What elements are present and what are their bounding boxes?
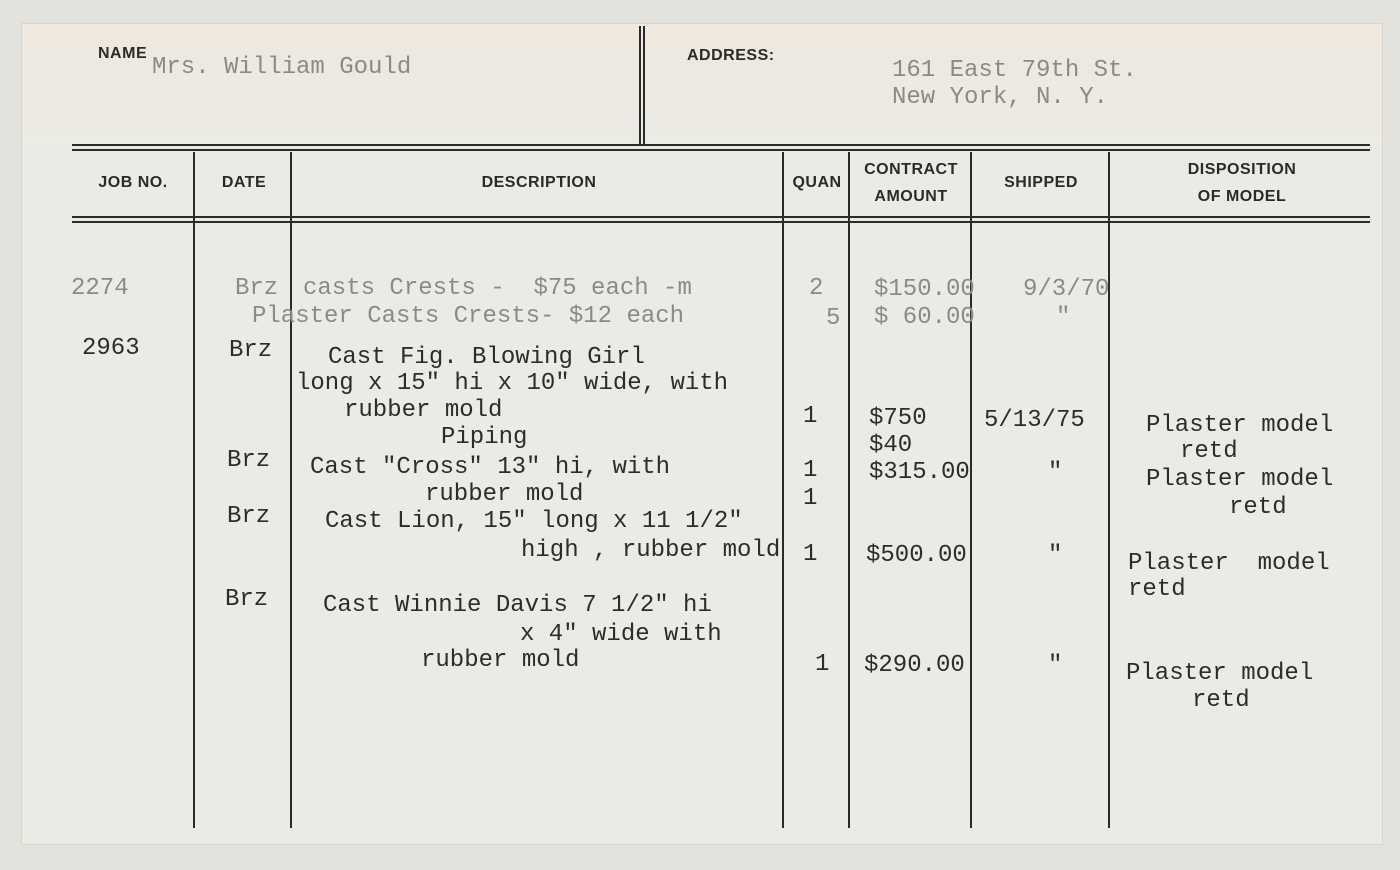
- desc-2963-1b: long x 15" hi x 10" wide, with: [296, 370, 729, 397]
- desc-2963-4b: x 4" wide with: [520, 621, 722, 648]
- header-rule-1: [72, 144, 1370, 146]
- col-line-date: [290, 152, 292, 828]
- quan-2274-2: 5: [826, 305, 841, 332]
- col-line-job: [193, 152, 195, 828]
- disp-2963-1a: Plaster model: [1146, 412, 1334, 439]
- col-line-shipped: [1108, 152, 1110, 828]
- amount-2963-1a: $750: [869, 405, 927, 432]
- address-label: ADDRESS:: [687, 47, 775, 64]
- disp-2963-2b: retd: [1229, 494, 1287, 521]
- quan-2963-1: 1: [803, 403, 818, 430]
- desc-2963-4a: Cast Winnie Davis 7 1/2" hi: [323, 592, 712, 619]
- amount-2963-3: $500.00: [866, 542, 967, 569]
- header-divider-2: [643, 26, 645, 145]
- column-rule-2: [72, 221, 1370, 223]
- col-head-contract: CONTRACT: [864, 161, 958, 178]
- desc-2963-2b: rubber mold: [425, 481, 584, 508]
- name-value: Mrs. William Gould: [152, 54, 412, 81]
- date-2963-2: Brz: [227, 447, 271, 474]
- date-2274-1: Brz: [235, 275, 279, 302]
- desc-2274-2: Plaster Casts Crests- $12 each: [252, 303, 685, 330]
- header-divider-1: [639, 26, 641, 145]
- col-line-contract: [970, 152, 972, 828]
- quan-2963-3: 1: [803, 541, 818, 568]
- job-no-2274: 2274: [71, 275, 129, 302]
- amount-2274-2: $ 60.00: [874, 304, 975, 331]
- shipped-2963-4: ": [1048, 652, 1063, 679]
- column-rule-1: [72, 216, 1370, 218]
- shipped-2963-2: ": [1048, 459, 1063, 486]
- col-head-disposition: DISPOSITION: [1187, 161, 1297, 178]
- desc-2963-3a: Cast Lion, 15" long x 11 1/2": [325, 508, 743, 535]
- col-head-date: DATE: [221, 174, 267, 191]
- address-line-1: 161 East 79th St.: [892, 57, 1137, 84]
- quan-2963-2b: 1: [803, 485, 818, 512]
- col-line-quan: [848, 152, 850, 828]
- desc-2963-1a: Cast Fig. Blowing Girl: [328, 344, 645, 371]
- disp-2963-4b: retd: [1192, 687, 1250, 714]
- col-head-shipped: SHIPPED: [1004, 174, 1078, 191]
- desc-2963-2a: Cast "Cross" 13" hi, with: [310, 454, 671, 481]
- amount-2963-1b: $40: [869, 432, 913, 459]
- col-head-description: DESCRIPTION: [481, 174, 597, 191]
- disp-2963-1b: retd: [1180, 438, 1238, 465]
- date-2963-1: Brz: [229, 337, 273, 364]
- desc-2963-4c: rubber mold: [421, 647, 580, 674]
- header-rule-2: [72, 149, 1370, 151]
- desc-2274-1: casts Crests - $75 each -m: [303, 275, 692, 302]
- shipped-2274-1: 9/3/70: [1023, 276, 1110, 303]
- date-2963-4: Brz: [225, 586, 269, 613]
- col-head-amount: AMOUNT: [874, 188, 948, 205]
- disp-2963-4a: Plaster model: [1126, 660, 1314, 687]
- shipped-2963-3: ": [1048, 542, 1063, 569]
- card-header-area: [22, 24, 1382, 144]
- amount-2963-4: $290.00: [864, 652, 965, 679]
- disp-2963-2a: Plaster model: [1146, 466, 1334, 493]
- quan-2274-1: 2: [809, 275, 824, 302]
- disp-2963-3a: Plaster model: [1128, 550, 1330, 577]
- address-line-2: New York, N. Y.: [892, 84, 1109, 111]
- desc-2963-1c: rubber mold: [344, 397, 503, 424]
- amount-2274-1: $150.00: [874, 276, 975, 303]
- amount-2963-2: $315.00: [869, 459, 970, 486]
- quan-2963-4: 1: [815, 651, 830, 678]
- disp-2963-3b: retd: [1128, 576, 1186, 603]
- col-head-job-no: JOB NO.: [98, 174, 168, 191]
- shipped-2963-1: 5/13/75: [984, 407, 1085, 434]
- name-label: NAME: [98, 45, 148, 62]
- col-head-of-model: OF MODEL: [1197, 188, 1287, 205]
- date-2963-3: Brz: [227, 503, 271, 530]
- shipped-2274-2: ": [1056, 304, 1071, 331]
- job-no-2963: 2963: [82, 335, 140, 362]
- desc-2963-3b: high , rubber mold: [521, 537, 781, 564]
- desc-2963-1d: Piping: [441, 424, 528, 451]
- col-line-desc: [782, 152, 784, 828]
- quan-2963-2a: 1: [803, 457, 818, 484]
- col-head-quan: QUAN: [792, 174, 842, 191]
